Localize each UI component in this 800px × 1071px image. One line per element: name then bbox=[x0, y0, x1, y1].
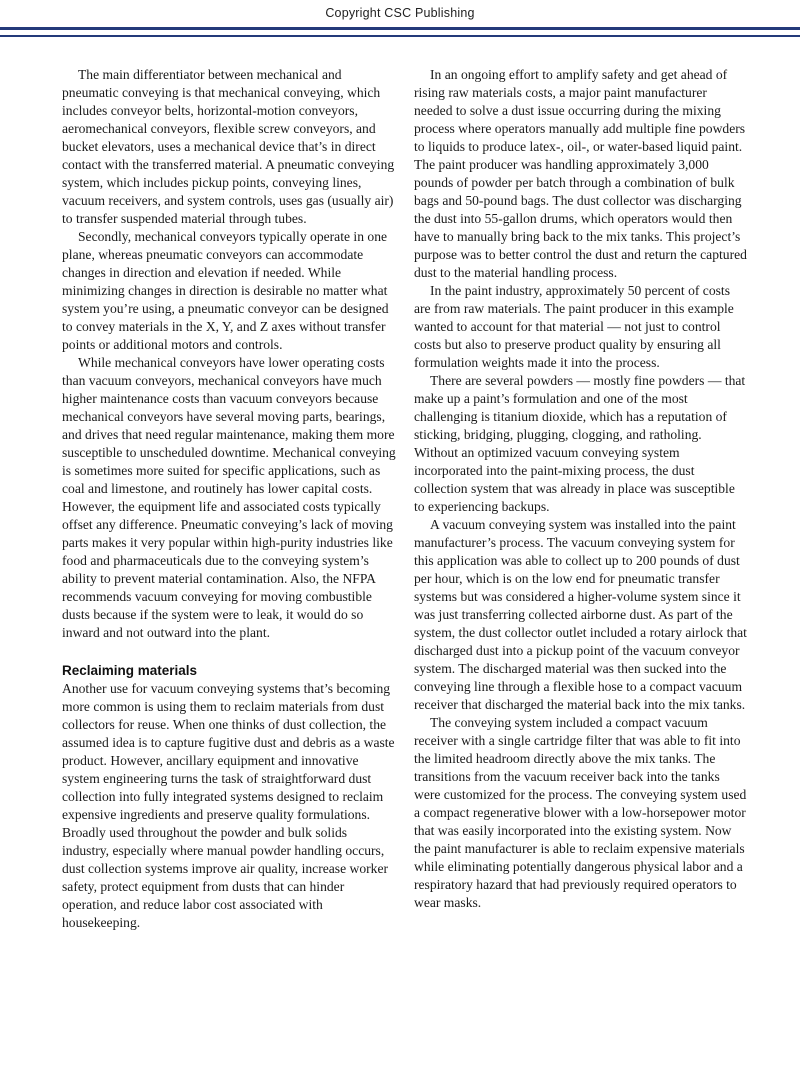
header-rule-thin bbox=[0, 35, 800, 37]
right-column bbox=[414, 66, 748, 912]
body-paragraph: A vacuum conveying system was installed into the paint manufacturer’s process. The vacuum conveying system for this application was able to collect up to 200 pounds of dust per hour, which is on the low end for pneumatic transfer systems but was considered a higher-volume system since it was just transferring collected airborne dust. As part of the system, the dust collector outlet included a rotary airlock that discharged dust into a pickup point of the vacuum conveyor system. The discharged material was then sucked into the conveying line through a flexible hose to a compact vacuum receiver that discharged the material back into the mix tanks. bbox=[414, 517, 747, 712]
copyright-header: Copyright CSC Publishing bbox=[325, 6, 475, 20]
body-paragraph: While mechanical conveyors have lower operating costs than vacuum conveyors, mechanical conveyors have much higher maintenance costs than vacuum conveyors because mechanical conveyors have several moving parts, bearings, and drives that need regular maintenance, making them more susceptible to unscheduled downtime. Mechanical conveying is sometimes more suited for specific applications, such as coal and limestone, and routinely has lower capital costs. However, the equipment life and associated costs typically offset any difference. Pneumatic conveying’s lack of moving parts makes it very popular within high-purity industries like food and pharmaceuticals due to the conveying system’s ability to prevent material contamination. Also, the NFPA recommends vacuum conveying for moving combustible dusts because if the system were to leak, it would do so inward and not outward into the plant. bbox=[62, 355, 396, 640]
body-paragraph: The conveying system included a compact vacuum receiver with a single cartridge filter that was able to fit into the limited headroom directly above the mix tanks. The transitions from the vacuum receiver back into the tanks were customized for the process. The conveying system used a compact regenerative blower with a low-horsepower motor that was easily incorporated into the existing system. Now the paint manufacturer is able to reclaim expensive materials while eliminating potentially dangerous physical labor and a respiratory hazard that had previously required operators to wear masks. bbox=[414, 715, 747, 910]
header-rule-thick bbox=[0, 27, 800, 30]
body-paragraph: Another use for vacuum conveying systems that’s becoming more common is using them to reclaim materials from dust collectors for reuse. When one thinks of dust collection, the assumed idea is to capture fugitive dust and debris as a waste product. However, ancillary equipment and innovative system engineering turns the task of straightforward dust collection into fully integrated systems designed to reclaim expensive ingredients and preserve quality formulations. Broadly used throughout the powder and bulk solids industry, especially where manual powder handling occurs, dust collection systems improve air quality, increase worker safety, protect equipment from dusts that can hinder operation, and reduce labor cost associated with housekeeping. bbox=[62, 681, 395, 930]
left-column bbox=[62, 66, 396, 932]
body-paragraph: The main differentiator between mechanical and pneumatic conveying is that mechanical conveying, which includes conveyor belts, horizontal-motion conveyors, aeromechanical conveyors, flexible screw conveyors, and bucket elevators, uses a mechanical device that’s in direct contact with the transferred material. A pneumatic conveying system, which includes pickup points, conveying lines, vacuum receivers, and system controls, uses gas (usually air) to transfer suspended material through tubes. bbox=[62, 67, 395, 226]
body-paragraph: There are several powders — mostly fine powders — that make up a paint’s formulation and one of the most challenging is titanium dioxide, which has a reputation of sticking, bridging, plugging, clogging, and ratholing. Without an optimized vacuum conveying system incorporated into the paint-mixing process, the dust collection system that was already in place was susceptible to experiencing backups. bbox=[414, 373, 746, 514]
body-paragraph: Secondly, mechanical conveyors typically operate in one plane, whereas pneumatic conveyors can accommodate changes in direction and elevation if needed. While minimizing changes in direction is desirable no matter what system you’re using, a pneumatic conveyor can be designed to convey materials in the X, Y, and Z axes without transfer points or additional motors and controls. bbox=[62, 229, 389, 352]
section-subhead: Reclaiming materials bbox=[62, 663, 198, 678]
body-paragraph: In the paint industry, approximately 50 percent of costs are from raw materials. The paint producer in this example wanted to account for that material — not just to control costs but also to preserve product quality by ensuring all formulation weights made it into the process. bbox=[414, 283, 734, 370]
body-paragraph: In an ongoing effort to amplify safety and get ahead of rising raw materials costs, a major paint manufacturer needed to solve a dust issue occurring during the mixing process where operators manually add multiple fine powders to liquids to produce latex-, oil-, or water-based liquid paint. The paint producer was handling approximately 3,000 pounds of powder per batch through a combination of bulk bags and 50-pound bags. The dust collector was discharging the dust into 55-gallon drums, which operators would then have to manually bring back to the mix tanks. This project’s purpose was to better control the dust and return the captured dust to the material handling process. bbox=[414, 67, 747, 280]
